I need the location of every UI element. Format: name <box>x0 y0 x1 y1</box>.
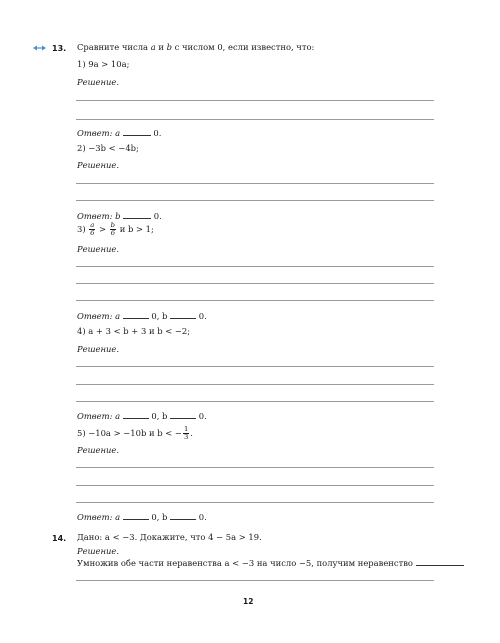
task-14-given: Дано: a < −3. Докажите, что 4 − 5a > 19. <box>77 532 262 542</box>
solution-label-2: Решение. <box>77 160 120 170</box>
task-13-prompt: Сравните числа a и b с числом 0, если известно, что: <box>77 42 315 52</box>
answer-blank[interactable] <box>416 557 464 566</box>
double-arrow-icon <box>33 45 46 51</box>
answer-3: Ответ: a 0, b 0. <box>77 311 207 321</box>
answer-line[interactable] <box>76 366 434 367</box>
answer-line[interactable] <box>76 580 434 581</box>
answer-line[interactable] <box>76 119 434 120</box>
solution-label-5: Решение. <box>77 445 120 455</box>
answer-line[interactable] <box>76 300 434 301</box>
answer-line[interactable] <box>76 502 434 503</box>
answer-blank[interactable] <box>123 310 149 319</box>
answer-line[interactable] <box>76 266 434 267</box>
answer-5: Ответ: a 0, b 0. <box>77 512 207 522</box>
answer-blank[interactable] <box>170 310 196 319</box>
answer-line[interactable] <box>76 485 434 486</box>
answer-blank[interactable] <box>170 511 196 520</box>
condition-4: 4) a + 3 < b + 3 и b < −2; <box>77 326 191 336</box>
task-number-14: 14. <box>52 534 67 543</box>
solution-label-4: Решение. <box>77 344 120 354</box>
condition-2: 2) −3b < −4b; <box>77 143 139 153</box>
task-14-solution-text: Умножив обе части неравенства a < −3 на число −5, получим неравенство <box>77 557 464 569</box>
condition-5: 5) −10a > −10b и b < − $\frac{1}{3}$ . <box>77 425 193 441</box>
task-number-13: 13. <box>52 44 67 53</box>
answer-line[interactable] <box>76 384 434 385</box>
condition-3: 3) $\frac{a}{6}$ > $\frac{b}{6}$ и b > 1; <box>77 221 154 237</box>
condition-1: 1) 9a > 10a; <box>77 59 130 69</box>
answer-1: Ответ: a 0. <box>77 128 162 138</box>
solution-label-14: Решение. <box>77 546 120 556</box>
answer-blank[interactable] <box>123 511 149 520</box>
answer-line[interactable] <box>76 200 434 201</box>
answer-line[interactable] <box>76 401 434 402</box>
answer-line[interactable] <box>76 467 434 468</box>
answer-line[interactable] <box>76 100 434 101</box>
solution-label-3: Решение. <box>77 244 120 254</box>
answer-blank[interactable] <box>123 210 151 219</box>
answer-line[interactable] <box>76 183 434 184</box>
answer-4: Ответ: a 0, b 0. <box>77 411 207 421</box>
page-number: 12 <box>243 597 254 606</box>
answer-2: Ответ: b 0. <box>77 211 162 221</box>
answer-blank[interactable] <box>170 410 196 419</box>
answer-line[interactable] <box>76 283 434 284</box>
answer-blank[interactable] <box>123 127 151 136</box>
answer-blank[interactable] <box>123 410 149 419</box>
solution-label-1: Решение. <box>77 77 120 87</box>
